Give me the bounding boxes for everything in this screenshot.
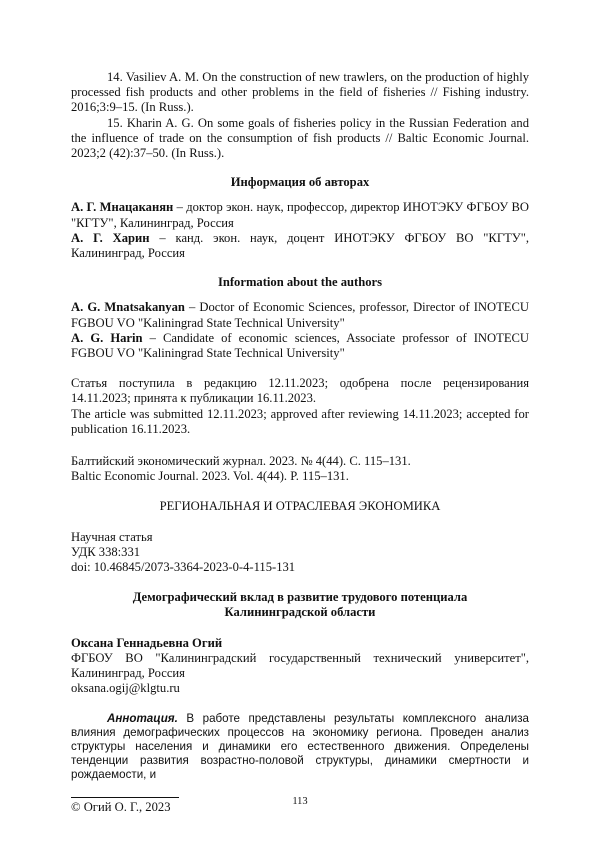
author-en-1-desc: – Doctor of Economic Sciences, professor, Director of INOTECU FGBOU VO "Kaliningrad State Technical University" <box>71 300 529 330</box>
article-type: Научная статья <box>71 529 153 544</box>
section-title: РЕГИОНАЛЬНАЯ И ОТРАСЛЕВАЯ ЭКОНОМИКА <box>159 499 441 514</box>
journal-ru: Балтийский экономический журнал. 2023. № 4(44). С. 115–131. <box>71 454 411 469</box>
article-title-line-1: Демографический вклад в развитие трудового потенциала <box>132 590 468 605</box>
author-ru-1-name: А. Г. Мнацаканян <box>71 200 174 215</box>
abstract-text: В работе представлены результаты комплексного анализа влияния демографических процессов на экономику региона. Проведен анализ структуры населения и динамики его естественного движения. Определены тенденции развития возрастно-половой структуры, динамики смертности и рождаемости, и <box>71 711 529 782</box>
author-ru-2 <box>71 231 529 261</box>
author-en-2 <box>71 331 529 361</box>
author-ru-2-desc: – канд. экон. наук, доцент ИНОТЭКУ ФГБОУ ВО "КГТУ", Калининград, Россия <box>71 230 529 261</box>
udc: УДК 338:331 <box>71 544 141 559</box>
abstract <box>71 712 529 783</box>
page-number: 113 <box>292 796 308 807</box>
abstract-label: Аннотация. <box>107 711 178 725</box>
author-en-1-name: A. G. Mnatsakanyan <box>71 300 185 315</box>
author-affiliation: ФГБОУ ВО "Калининградский государственный технический университет", Калининград, Россия <box>71 650 529 681</box>
submission-ru: Статья поступила в редакцию 12.11.2023; одобрена после рецензирования 14.11.2023; принята к публикации 16.11.2023. <box>71 376 529 406</box>
reference-15: 15. Kharin A. G. On some goals of fisheries policy in the Russian Federation and the influence of trade on the consumption of fish products // Baltic Economic Journal. 2023;2 (42):37–50. (In Russ.). <box>71 115 529 161</box>
author-ru-1-desc: – доктор экон. наук, профессор, директор ИНОТЭКУ ФГБОУ ВО "КГТУ", Калининград, Россия <box>71 200 529 230</box>
author-en-1 <box>71 300 529 330</box>
doi: doi: 10.46845/2073-3364-2023-0-4-115-131 <box>71 560 296 575</box>
article-title-line-2: Калининградской области <box>224 605 376 620</box>
author-email[interactable]: oksana.ogij@klgtu.ru <box>71 681 180 696</box>
journal-en: Baltic Economic Journal. 2023. Vol. 4(44). P. 115–131. <box>71 469 349 484</box>
page-content <box>71 70 529 815</box>
reference-14: 14. Vasiliev A. M. On the construction of new trawlers, on the production of highly processed fish products and other problems in the field of fisheries // Fishing industry. 2016;3:9–15. (In Russ.). <box>71 70 529 115</box>
submission-en: The article was submitted 12.11.2023; approved after reviewing 14.11.2023; accepted for publication 16.11.2023. <box>71 406 529 436</box>
author-name: Оксана Геннадьевна Огий <box>71 635 223 650</box>
footnote-copyright: © Огий О. Г., 2023 <box>71 799 171 814</box>
authors-ru-heading: Информация об авторах <box>230 175 370 190</box>
author-en-2-name: A. G. Harin <box>71 330 143 345</box>
author-en-2-desc: – Candidate of economic sciences, Associate professor of INOTECU FGBOU VO "Kaliningrad State Technical University" <box>71 330 530 361</box>
author-ru-2-name: А. Г. Харин <box>71 230 150 245</box>
author-ru-1 <box>71 200 529 230</box>
authors-en-heading: Information about the authors <box>217 275 383 290</box>
